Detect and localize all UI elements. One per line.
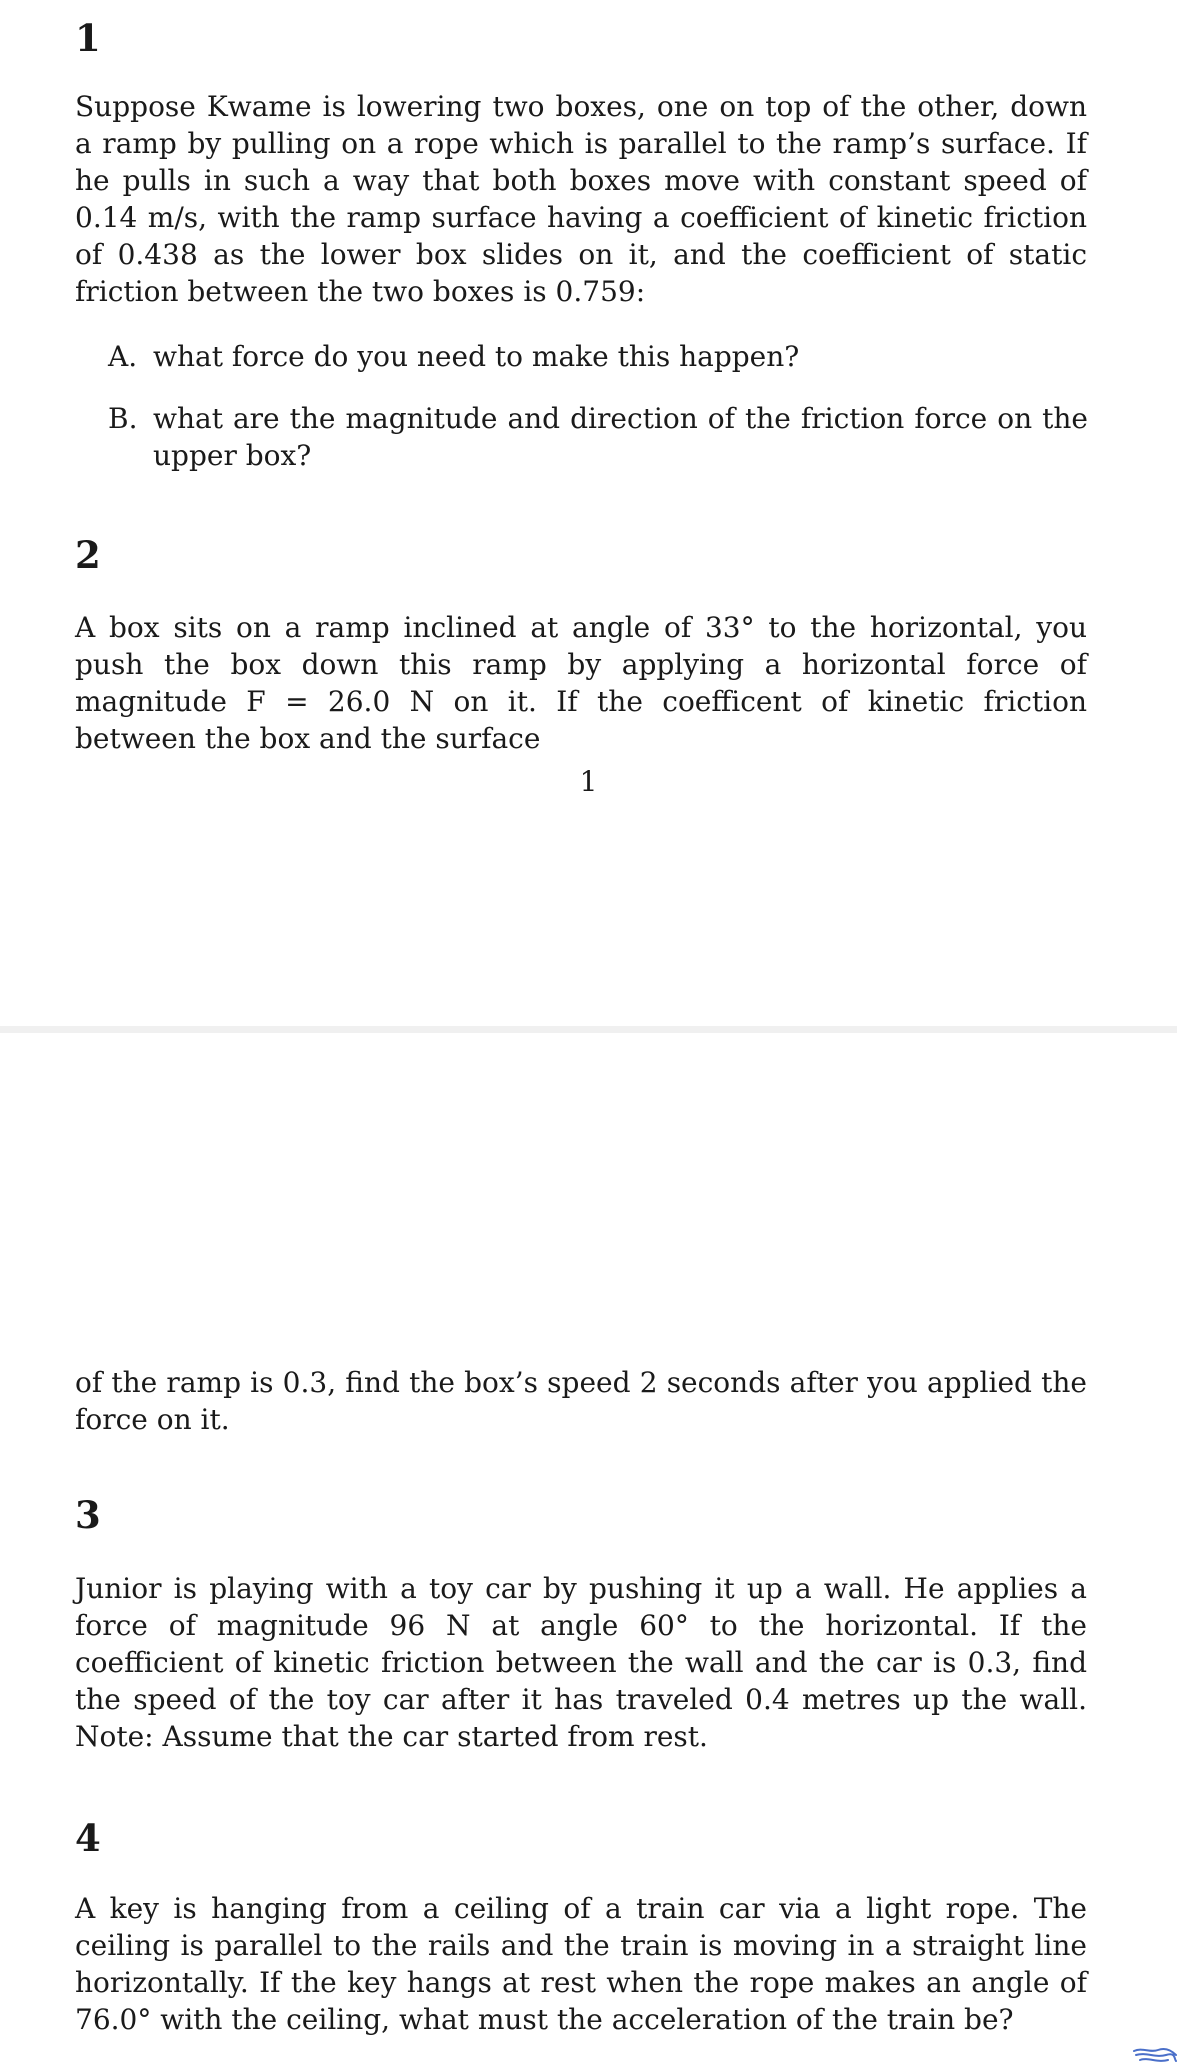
question-1-heading: 1 [75,16,101,60]
question-1-part-b [108,400,1088,474]
pen-scribble-icon [1132,2045,1177,2070]
document-page-1 [0,0,1177,1026]
question-2-text-part1: A box sits on a ramp inclined at angle of 33° to the horizontal, you push the box down this ramp by applying a horizontal force of magnitude F = 26.0 N on it. If the coefficent of kinetic friction between the box and the surface [75,611,1087,755]
part-b-label: B. [108,402,138,435]
page-number: 1 [579,765,598,798]
question-4-text: A key is hanging from a ceiling of a train car via a light rope. The ceiling is parallel to the rails and the train is moving in a straight line horizontally. If the key hangs at rest when the rope makes an angle of 76.0° with the ceiling, what must the acceleration of the train be? [75,1892,1087,2036]
question-4-heading: 4 [75,1816,101,1860]
question-1-part-a [108,338,1088,375]
part-b-text: what are the magnitude and direction of the friction force on the upper box? [153,402,1088,472]
document-page-2 [0,1033,1177,2070]
question-2-heading: 2 [75,533,101,577]
question-1-parts [108,338,1088,474]
question-3-heading: 3 [75,1493,101,1537]
page-separator [0,1026,1177,1033]
part-a-text: what force do you need to make this happen? [153,340,800,373]
part-a-label: A. [108,340,138,373]
question-2-text-continued: of the ramp is 0.3, find the box’s speed 2 seconds after you applied the force on it. [75,1366,1087,1436]
question-3-text: Junior is playing with a toy car by pushing it up a wall. He applies a force of magnitude 96 N at angle 60° to the horizontal. If the coefficient of kinetic friction between the wall and the car is 0.3, find the speed of the toy car after it has traveled 0.4 metres up the wall. Note: Assume that the car started from rest. [75,1572,1087,1753]
question-1-text: Suppose Kwame is lowering two boxes, one on top of the other, down a ramp by pulling on a rope which is parallel to the ramp’s surface. If he pulls in such a way that both boxes move with constant speed of 0.14 m/s, with the ramp surface having a coefficient of kinetic friction of 0.438 as the lower box slides on it, and the coefficient of static friction between the two boxes is 0.759: [75,90,1087,308]
